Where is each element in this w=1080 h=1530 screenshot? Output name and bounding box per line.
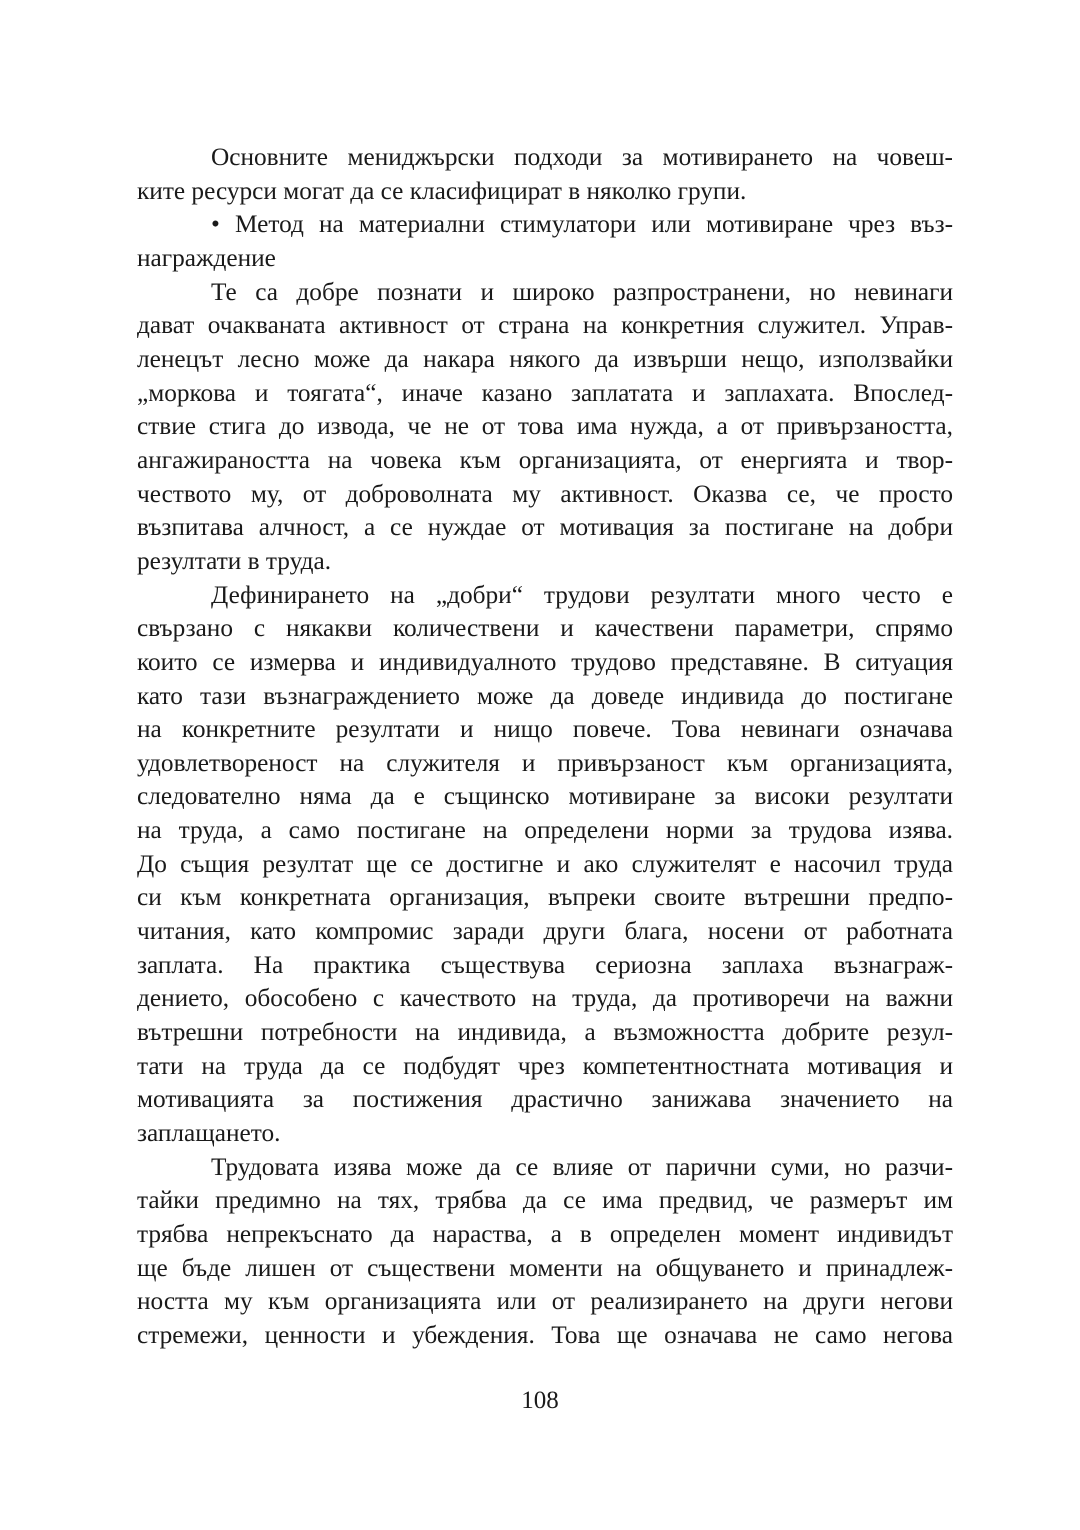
- text-line: резултати в труда.: [137, 546, 332, 575]
- text-line: ленецът лесно може да накара някого да извърши нещо, използвайки: [137, 344, 953, 373]
- text-line: стремежи, ценности и убеждения. Това ще означава не само негова: [137, 1320, 953, 1349]
- bullet-heading-line: награждение: [137, 243, 276, 272]
- text-line: на конкретните резултати и нищо повече. Това невинаги означава: [137, 715, 953, 744]
- text-line: възпитава алчност, а се нуждае от мотивация за постигане на добри: [137, 513, 953, 542]
- text-line: чеството му, от доброволната му активност. Оказва се, че просто: [137, 479, 953, 508]
- text-line: ността му към организацията или от реализирането на други негови: [137, 1287, 953, 1316]
- text-line: мотивацията за постижения драстично занижава значението на: [137, 1085, 953, 1114]
- text-line: свързано с някакви количествени и качествени параметри, спрямо: [137, 614, 953, 643]
- text-line: „моркова и тоягата“, иначе казано заплатата и заплахата. Впослед-: [137, 378, 953, 407]
- text-line: дението, обособено с качеството на труда, да противоречи на важни: [137, 984, 953, 1013]
- text-line: Основните мениджърски подходи за мотивирането на човеш-: [211, 143, 953, 171]
- text-line: удовлетвореност на служителя и привързаност към организацията,: [137, 748, 953, 777]
- text-line: си към конкретната организация, въпреки своите вътрешни предпо-: [137, 883, 953, 912]
- bullet-heading-line: • Метод на материални стимулатори или мотивиране чрез въз-: [211, 210, 953, 239]
- page-body: [137, 141, 953, 1353]
- text-line: вътрешни потребности на индивида, а възможността добрите резул-: [137, 1018, 953, 1047]
- text-line: които се измерва и индивидуалното трудово представяне. В ситуация: [137, 647, 953, 676]
- text-line: ще бъде лишен от съществени моменти на общуването и принадлеж-: [137, 1253, 953, 1282]
- text-line: на труда, а само постигане на определени норми за трудова изява.: [137, 816, 953, 845]
- page-number: 108: [521, 1387, 559, 1414]
- text-line: читания, като компромис заради други блага, носени от работната: [137, 917, 953, 946]
- text-line: ангажираността на човека към организацията, от енергията и твор-: [137, 445, 953, 474]
- text-line: Трудовата изява може да се влияе от парични суми, но разчи-: [211, 1152, 953, 1181]
- text-line: ките ресурси могат да се класифицират в няколко групи.: [137, 176, 747, 205]
- text-line: следователно няма да е същинско мотивиране за високи резултати: [137, 782, 953, 811]
- text-line: тати на труда да се подбудят чрез компетентностната мотивация и: [137, 1051, 953, 1080]
- text-line: заплата. На практика съществува сериозна заплаха възнаграж-: [137, 950, 953, 979]
- text-line: заплащането.: [137, 1119, 281, 1148]
- text-line: трябва непрекъснато да нараства, а в определен момент индивидът: [137, 1220, 953, 1248]
- text-line: До същия резултат ще се достигне и ако служителят е насочил труда: [137, 849, 953, 878]
- text-line: Дефинирането на „добри“ трудови резултати много често е: [211, 580, 953, 609]
- text-line: като тази възнаграждението може да доведе индивида до постигане: [137, 681, 953, 710]
- text-line: ствие стига до извода, че не от това има нужда, а от привързаността,: [137, 412, 953, 441]
- text-line: Те са добре познати и широко разпространени, но невинаги: [211, 277, 953, 306]
- text-line: дават очакваната активност от страна на конкретния служител. Управ-: [137, 311, 953, 340]
- text-line: тайки предимно на тях, трябва да се има предвид, че размерът им: [137, 1186, 953, 1215]
